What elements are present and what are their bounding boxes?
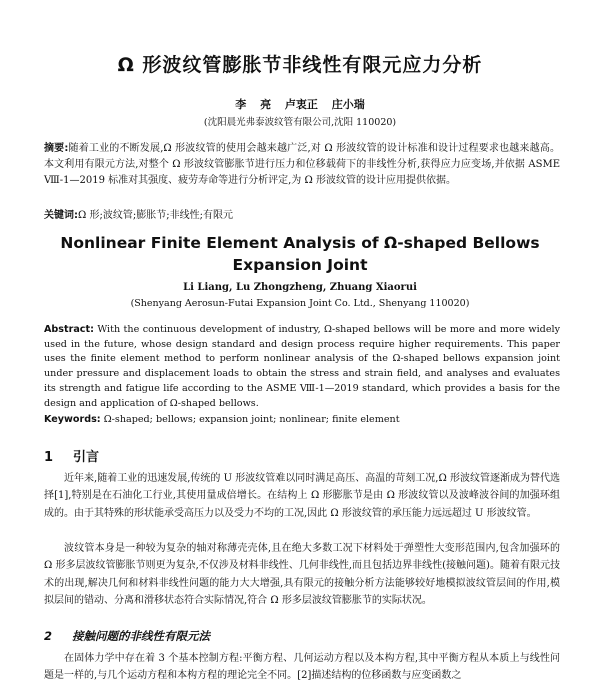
abstract-chinese-label: 摘要:: [44, 143, 69, 154]
keywords-chinese: [44, 206, 560, 221]
authors-english: Li Liang, Lu Zhongzheng, Zhuang Xiaorui: [183, 282, 417, 293]
affiliation-chinese: (沈阳晨光弗泰波纹管有限公司,沈阳 110020): [203, 117, 397, 128]
section-1-title: 引言: [73, 450, 100, 465]
abstract-english-text: With the continuous development of industry, Ω-shaped bellows will be more and more widely used in the future, whose design standard and design process require higher requirements. This paper uses the finite element method to perform nonlinear analysis of the Ω-shaped bellows expansion joint under pressure and displacement loads to obtain the stress and strain field, and analyses and evaluates its strength and fatigue life according to the ASME Ⅷ-1—2019 standard, which provides a basis for the design and application of Ω-shaped bellows.: [44, 324, 560, 409]
abstract-chinese-text: 随着工业的不断发展,Ω 形波纹管的使用会越来越广泛,对 Ω 形波纹管的设计标准和设计过程要求也越来越高。本文利用有限元方法,对整个 Ω 形波纹管膨胀节进行压力和位移载荷下的非线性分析,获得应力应变场,并依据 ASME Ⅷ-1—2019 标准对其强度、疲劳寿命等进行分析评定,为 Ω 形波纹管的设计应用提供依据。: [44, 143, 560, 186]
abstract-chinese: [44, 141, 560, 189]
section-2-number: 2: [44, 629, 53, 643]
paragraph-3: 在固体力学中存在着 3 个基本控制方程:平衡方程、几何运动方程以及本构方程,其中平衡方程从本质上与线性问题是一样的,与几个运动方程和本构方程的理论完全不同。[2]描述结构的位移函数与应变函数之: [44, 653, 560, 682]
paragraph-1: 近年来,随着工业的迅速发展,传统的 U 形波纹管难以同时满足高压、高温的苛刻工况,Ω 形波纹管逐渐成为替代选择[1],特别是在石油化工行业,其使用量成倍增长。在结构上 Ω 形膨胀节是由 Ω 形波纹管以及波峰波谷间的加强环组成的。由于其特殊的形状能承受高压力以及受力不均的工况,因此 Ω 形波纹管的承压能力远远超过 U 形波纹管。: [44, 473, 560, 519]
keywords-chinese-text: Ω 形;波纹管;膨胀节;非线性;有限元: [78, 210, 233, 221]
keywords-english: [44, 414, 560, 425]
section-1-number: 1: [44, 450, 54, 465]
section-2-heading: [44, 628, 230, 644]
keywords-english-label: Keywords:: [44, 414, 101, 425]
paragraph-2: 波纹管本身是一种较为复杂的轴对称薄壳壳体,且在绝大多数工况下材料处于弹塑性大变形范围内,包含加强环的 Ω 形多层波纹管膨胀节则更为复杂,不仅涉及材料非线性、几何非线性,而且包括边界非线性(接触问题)。随着有限元技术的出现,解决几何和材料非线性问题的能力大大增强,具有限元的接触分析方法能够较好地模拟波纹管层间的作用,模拟层间的错动、分离和滑移状态符合实际情况,符合 Ω 形多层波纹管膨胀节的实际状况。: [44, 543, 560, 607]
section-2-title: 接触问题的非线性有限元法: [72, 629, 211, 643]
keywords-chinese-label: 关键词:: [44, 210, 78, 221]
title-chinese: Ω 形波纹管膨胀节非线性有限元应力分析: [117, 54, 483, 76]
title-english: Nonlinear Finite Element Analysis of Ω-shaped Bellows Expansion Joint: [60, 234, 540, 274]
keywords-english-text: Ω-shaped; bellows; expansion joint; nonlinear; finite element: [103, 414, 400, 425]
abstract-english: [44, 323, 560, 411]
affiliation-english: (Shenyang Aerosun-Futai Expansion Joint Co. Ltd., Shenyang 110020): [130, 298, 470, 309]
abstract-english-label: Abstract:: [44, 324, 94, 335]
section-1-heading: [44, 446, 119, 465]
authors-chinese: 李 亮 卢衷正 庄小瑞: [235, 98, 365, 111]
